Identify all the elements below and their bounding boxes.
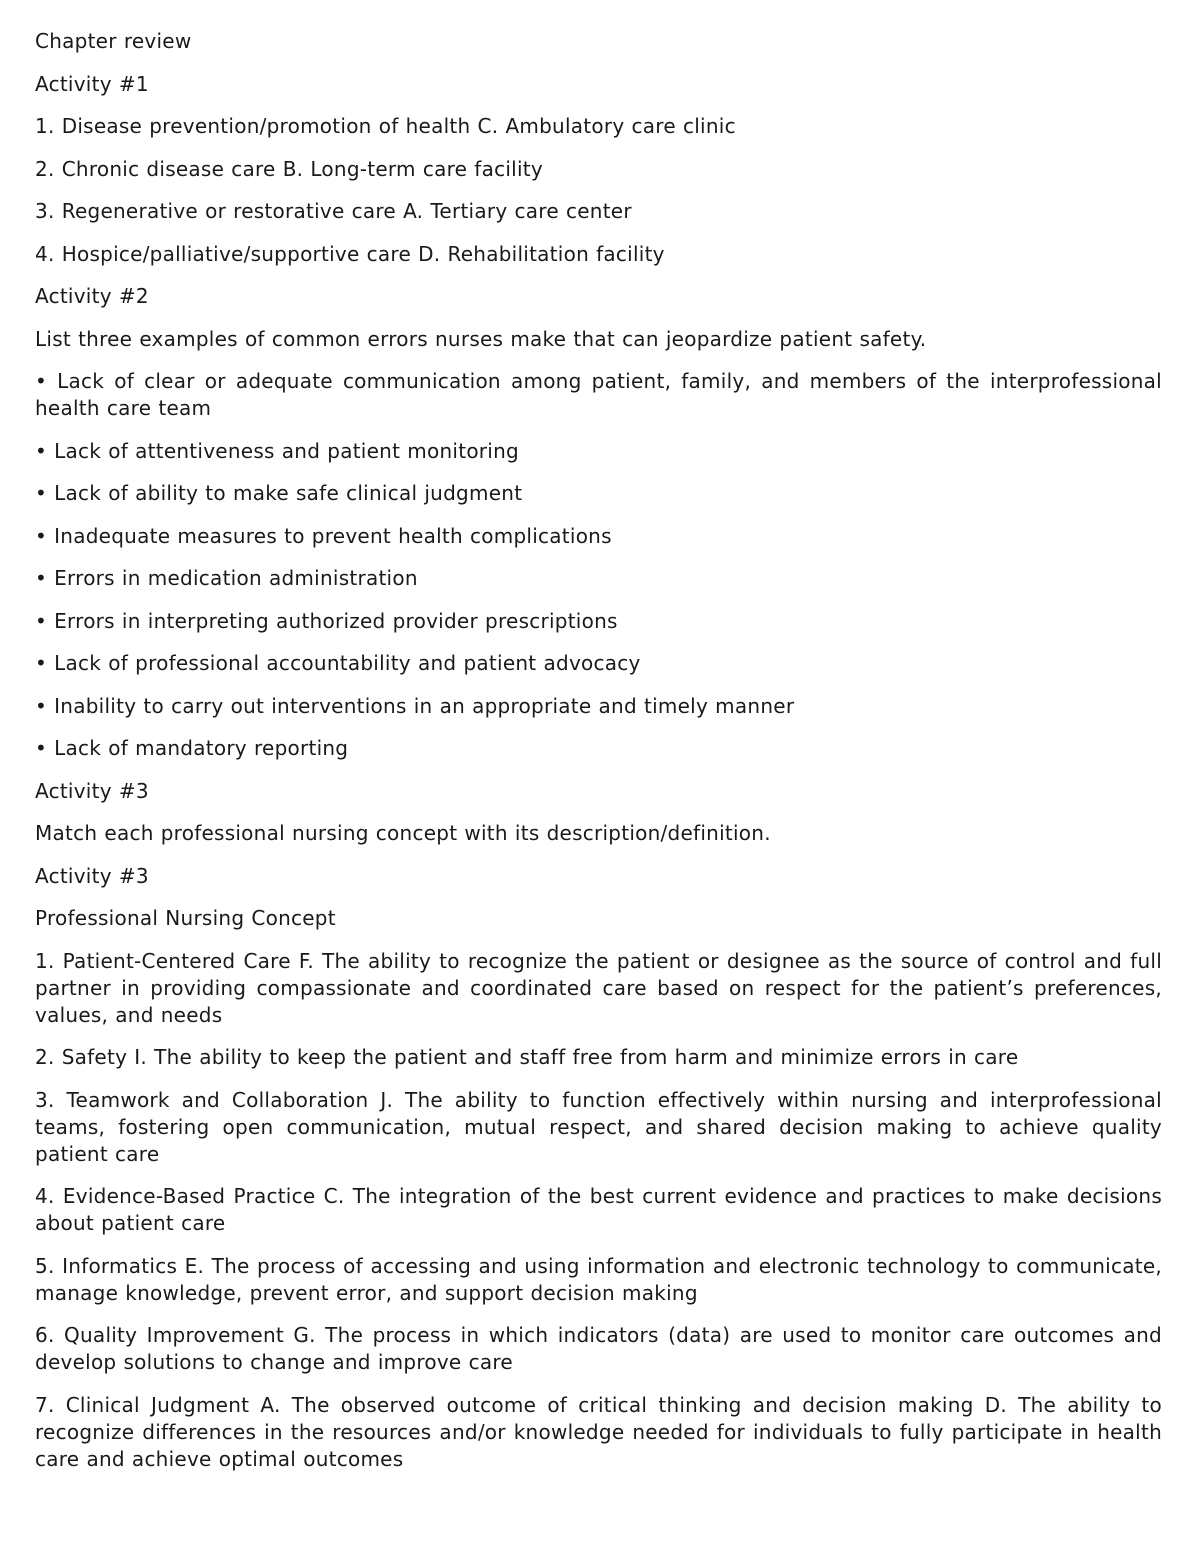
activity-3-item: 3. Teamwork and Collaboration J. The ability to function effectively within nursing and interprofessional teams, fostering open communication, mutual respect, and shared decision making to achieve quality patient care [35,1087,1162,1166]
chapter-title: Chapter review [35,29,192,53]
activity-3-item: 2. Safety I. The ability to keep the patient and staff free from harm and minimize errors in care [35,1045,1019,1069]
activity-1-item: 3. Regenerative or restorative care A. Tertiary care center [35,199,632,223]
activity-3-heading-repeat: Activity #3 [35,863,149,888]
activity-3-heading: Activity #3 [35,778,149,803]
activity-2-bullet: • Lack of attentiveness and patient monitoring [35,438,519,463]
activity-2-heading: Activity #2 [35,284,149,308]
activity-3-item: 4. Evidence-Based Practice C. The integration of the best current evidence and practices to make decisions about patient care [35,1184,1162,1235]
activity-1-heading: Activity #1 [35,71,149,96]
activity-3-subheading: Professional Nursing Concept [35,906,336,930]
activity-1-item: 1. Disease prevention/promotion of health C. Ambulatory care clinic [35,114,736,138]
activity-3-prompt: Match each professional nursing concept with its description/definition. [35,821,771,845]
activity-2-bullet: • Errors in medication administration [35,566,418,590]
activity-1-item: 4. Hospice/palliative/supportive care D. Rehabilitation facility [35,241,665,266]
activity-3-item: 6. Quality Improvement G. The process in which indicators (data) are used to monitor care outcomes and develop solutions to change and improve care [35,1323,1162,1374]
activity-2-prompt: List three examples of common errors nurses make that can jeopardize patient safety. [35,326,927,351]
document-page [35,28,1162,1488]
activity-3-item: 5. Informatics E. The process of accessing and using information and electronic technology to communicate, manage knowledge, prevent error, and support decision making [35,1253,1162,1305]
activity-2-bullet: • Lack of mandatory reporting [35,736,349,760]
activity-1-item: 2. Chronic disease care B. Long-term care facility [35,156,543,181]
activity-2-bullet: • Lack of clear or adequate communication among patient, family, and members of the interprofessional health care team [35,369,1162,420]
activity-2-bullet: • Lack of ability to make safe clinical judgment [35,481,523,505]
activity-3-item: 1. Patient-Centered Care F. The ability to recognize the patient or designee as the source of control and full partner in providing compassionate and coordinated care based on respect for the patient’s preferences, values, and needs [35,948,1162,1027]
activity-3-item: 7. Clinical Judgment A. The observed outcome of critical thinking and decision making D. The ability to recognize differences in the resources and/or knowledge needed for individuals to fully participate in health care and achieve optimal outcomes [35,1392,1162,1471]
activity-2-bullet: • Errors in interpreting authorized provider prescriptions [35,608,618,633]
activity-2-bullet: • Inadequate measures to prevent health complications [35,523,612,548]
activity-2-bullet: • Inability to carry out interventions in an appropriate and timely manner [35,693,795,718]
activity-2-bullet: • Lack of professional accountability and patient advocacy [35,651,641,675]
